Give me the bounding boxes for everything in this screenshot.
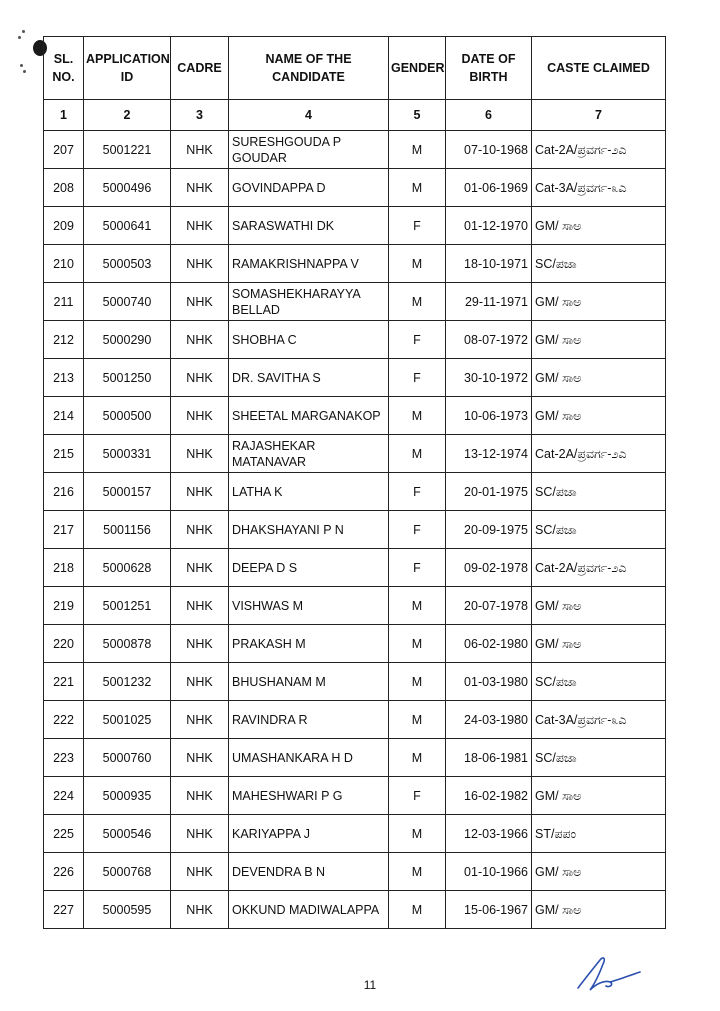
- cell-candidate-name: RAJASHEKAR MATANAVAR: [229, 435, 389, 473]
- cell-cadre: NHK: [171, 891, 229, 929]
- cell-application-id: 5000740: [84, 283, 171, 321]
- cell-cadre: NHK: [171, 435, 229, 473]
- cell-candidate-name: DEVENDRA B N: [229, 853, 389, 891]
- cell-date-of-birth: 20-09-1975: [446, 511, 532, 549]
- cell-cadre: NHK: [171, 473, 229, 511]
- cell-date-of-birth: 06-02-1980: [446, 625, 532, 663]
- table-row: [44, 283, 666, 321]
- cell-date-of-birth: 09-02-1978: [446, 549, 532, 587]
- header-sl-no: SL. NO.: [44, 37, 84, 100]
- column-number: 1: [44, 100, 84, 131]
- cell-gender: M: [389, 815, 446, 853]
- cell-gender: M: [389, 283, 446, 321]
- cell-application-id: 5000935: [84, 777, 171, 815]
- cell-caste-claimed: ST/ಪಪಂ: [532, 815, 666, 853]
- cell-sl-no: 222: [44, 701, 84, 739]
- page-number: 11: [363, 978, 377, 992]
- cell-sl-no: 213: [44, 359, 84, 397]
- cell-cadre: NHK: [171, 549, 229, 587]
- cell-application-id: 5000331: [84, 435, 171, 473]
- cell-caste-claimed: Cat-2A/ಪ್ರವರ್ಗ-೨ಎ: [532, 435, 666, 473]
- cell-application-id: 5000503: [84, 245, 171, 283]
- cell-caste-claimed: SC/ಪಜಾ: [532, 739, 666, 777]
- cell-caste-claimed: SC/ಪಜಾ: [532, 245, 666, 283]
- table-row: [44, 815, 666, 853]
- cell-sl-no: 220: [44, 625, 84, 663]
- cell-application-id: 5000546: [84, 815, 171, 853]
- cell-candidate-name: UMASHANKARA H D: [229, 739, 389, 777]
- cell-application-id: 5000157: [84, 473, 171, 511]
- cell-date-of-birth: 16-02-1982: [446, 777, 532, 815]
- cell-candidate-name: MAHESHWARI P G: [229, 777, 389, 815]
- cell-candidate-name: KARIYAPPA J: [229, 815, 389, 853]
- cell-candidate-name: LATHA K: [229, 473, 389, 511]
- cell-sl-no: 223: [44, 739, 84, 777]
- cell-application-id: 5000628: [84, 549, 171, 587]
- cell-gender: M: [389, 169, 446, 207]
- cell-gender: F: [389, 359, 446, 397]
- cell-gender: F: [389, 777, 446, 815]
- cell-caste-claimed: Cat-3A/ಪ್ರವರ್ಗ-೩ಎ: [532, 169, 666, 207]
- header-date-of-birth: DATE OF BIRTH: [446, 37, 532, 100]
- cell-application-id: 5000595: [84, 891, 171, 929]
- cell-gender: M: [389, 891, 446, 929]
- cell-cadre: NHK: [171, 701, 229, 739]
- cell-sl-no: 221: [44, 663, 84, 701]
- cell-application-id: 5000760: [84, 739, 171, 777]
- cell-application-id: 5000290: [84, 321, 171, 359]
- table-row: [44, 131, 666, 169]
- cell-sl-no: 219: [44, 587, 84, 625]
- cell-sl-no: 208: [44, 169, 84, 207]
- cell-cadre: NHK: [171, 853, 229, 891]
- cell-sl-no: 226: [44, 853, 84, 891]
- cell-candidate-name: SURESHGOUDA P GOUDAR: [229, 131, 389, 169]
- cell-application-id: 5001221: [84, 131, 171, 169]
- cell-date-of-birth: 20-07-1978: [446, 587, 532, 625]
- cell-gender: M: [389, 739, 446, 777]
- cell-date-of-birth: 08-07-1972: [446, 321, 532, 359]
- candidate-table: [43, 36, 666, 929]
- cell-application-id: 5001232: [84, 663, 171, 701]
- table-row: [44, 359, 666, 397]
- cell-date-of-birth: 12-03-1966: [446, 815, 532, 853]
- cell-caste-claimed: Cat-3A/ಪ್ರವರ್ಗ-೩ಎ: [532, 701, 666, 739]
- header-row: [44, 37, 666, 100]
- cell-cadre: NHK: [171, 777, 229, 815]
- cell-gender: F: [389, 207, 446, 245]
- cell-caste-claimed: GM/ ಸಾಅ: [532, 397, 666, 435]
- cell-date-of-birth: 01-06-1969: [446, 169, 532, 207]
- cell-candidate-name: OKKUND MADIWALAPPA: [229, 891, 389, 929]
- cell-application-id: 5000500: [84, 397, 171, 435]
- cell-application-id: 5000496: [84, 169, 171, 207]
- cell-date-of-birth: 15-06-1967: [446, 891, 532, 929]
- table-row: [44, 625, 666, 663]
- cell-sl-no: 217: [44, 511, 84, 549]
- cell-sl-no: 214: [44, 397, 84, 435]
- cell-candidate-name: SHOBHA C: [229, 321, 389, 359]
- column-number: 4: [229, 100, 389, 131]
- cell-gender: M: [389, 853, 446, 891]
- cell-application-id: 5001156: [84, 511, 171, 549]
- cell-sl-no: 209: [44, 207, 84, 245]
- cell-date-of-birth: 01-10-1966: [446, 853, 532, 891]
- cell-candidate-name: VISHWAS M: [229, 587, 389, 625]
- table-row: [44, 853, 666, 891]
- cell-candidate-name: BHUSHANAM M: [229, 663, 389, 701]
- cell-gender: M: [389, 131, 446, 169]
- cell-sl-no: 216: [44, 473, 84, 511]
- cell-candidate-name: DR. SAVITHA S: [229, 359, 389, 397]
- cell-date-of-birth: 30-10-1972: [446, 359, 532, 397]
- cell-sl-no: 211: [44, 283, 84, 321]
- cell-date-of-birth: 24-03-1980: [446, 701, 532, 739]
- cell-gender: M: [389, 587, 446, 625]
- table-row: [44, 207, 666, 245]
- cell-date-of-birth: 01-03-1980: [446, 663, 532, 701]
- cell-gender: M: [389, 397, 446, 435]
- header-candidate-name: NAME OF THE CANDIDATE: [229, 37, 389, 100]
- cell-candidate-name: RAMAKRISHNAPPA V: [229, 245, 389, 283]
- cell-gender: M: [389, 701, 446, 739]
- cell-gender: F: [389, 321, 446, 359]
- column-number: 5: [389, 100, 446, 131]
- scan-speck: [20, 64, 23, 67]
- table-row: [44, 435, 666, 473]
- cell-caste-claimed: SC/ಪಜಾ: [532, 473, 666, 511]
- cell-caste-claimed: GM/ ಸಾಅ: [532, 321, 666, 359]
- header-caste-claimed: CASTE CLAIMED: [532, 37, 666, 100]
- cell-caste-claimed: GM/ ಸಾಅ: [532, 891, 666, 929]
- column-number: 2: [84, 100, 171, 131]
- cell-caste-claimed: SC/ಪಜಾ: [532, 663, 666, 701]
- table-row: [44, 587, 666, 625]
- table-row: [44, 663, 666, 701]
- cell-candidate-name: SARASWATHI DK: [229, 207, 389, 245]
- cell-gender: M: [389, 245, 446, 283]
- cell-candidate-name: DHAKSHAYANI P N: [229, 511, 389, 549]
- column-number: 7: [532, 100, 666, 131]
- cell-caste-claimed: Cat-2A/ಪ್ರವರ್ಗ-೨ಎ: [532, 549, 666, 587]
- cell-gender: M: [389, 435, 446, 473]
- cell-cadre: NHK: [171, 359, 229, 397]
- cell-sl-no: 215: [44, 435, 84, 473]
- cell-sl-no: 212: [44, 321, 84, 359]
- cell-sl-no: 225: [44, 815, 84, 853]
- cell-date-of-birth: 13-12-1974: [446, 435, 532, 473]
- cell-cadre: NHK: [171, 511, 229, 549]
- cell-cadre: NHK: [171, 131, 229, 169]
- table-row: [44, 739, 666, 777]
- cell-sl-no: 210: [44, 245, 84, 283]
- cell-candidate-name: GOVINDAPPA D: [229, 169, 389, 207]
- cell-cadre: NHK: [171, 625, 229, 663]
- cell-sl-no: 207: [44, 131, 84, 169]
- cell-cadre: NHK: [171, 587, 229, 625]
- cell-date-of-birth: 20-01-1975: [446, 473, 532, 511]
- cell-cadre: NHK: [171, 663, 229, 701]
- scan-speck: [23, 70, 26, 73]
- cell-date-of-birth: 10-06-1973: [446, 397, 532, 435]
- scan-speck: [18, 36, 21, 39]
- cell-sl-no: 227: [44, 891, 84, 929]
- table-row: [44, 245, 666, 283]
- cell-application-id: 5000641: [84, 207, 171, 245]
- cell-sl-no: 218: [44, 549, 84, 587]
- cell-cadre: NHK: [171, 815, 229, 853]
- cell-application-id: 5000768: [84, 853, 171, 891]
- table-row: [44, 777, 666, 815]
- cell-caste-claimed: GM/ ಸಾಅ: [532, 359, 666, 397]
- cell-caste-claimed: GM/ ಸಾಅ: [532, 283, 666, 321]
- column-number-row: [44, 100, 666, 131]
- column-number: 6: [446, 100, 532, 131]
- cell-sl-no: 224: [44, 777, 84, 815]
- cell-cadre: NHK: [171, 207, 229, 245]
- cell-date-of-birth: 07-10-1968: [446, 131, 532, 169]
- cell-gender: F: [389, 511, 446, 549]
- cell-gender: F: [389, 473, 446, 511]
- cell-cadre: NHK: [171, 169, 229, 207]
- cell-caste-claimed: GM/ ಸಾಅ: [532, 625, 666, 663]
- cell-caste-claimed: GM/ ಸಾಅ: [532, 207, 666, 245]
- cell-caste-claimed: GM/ ಸಾಅ: [532, 777, 666, 815]
- cell-caste-claimed: GM/ ಸಾಅ: [532, 587, 666, 625]
- table-row: [44, 169, 666, 207]
- table-row: [44, 891, 666, 929]
- cell-gender: M: [389, 663, 446, 701]
- cell-gender: M: [389, 625, 446, 663]
- cell-application-id: 5001025: [84, 701, 171, 739]
- table-row: [44, 549, 666, 587]
- cell-candidate-name: PRAKASH M: [229, 625, 389, 663]
- cell-cadre: NHK: [171, 283, 229, 321]
- table-row: [44, 511, 666, 549]
- cell-application-id: 5001250: [84, 359, 171, 397]
- header-gender: GENDER: [389, 37, 446, 100]
- cell-cadre: NHK: [171, 245, 229, 283]
- cell-candidate-name: SOMASHEKHARAYYA BELLAD: [229, 283, 389, 321]
- header-application-id: APPLICATION ID: [84, 37, 171, 100]
- cell-date-of-birth: 29-11-1971: [446, 283, 532, 321]
- signature-mark: [570, 950, 650, 1000]
- cell-date-of-birth: 01-12-1970: [446, 207, 532, 245]
- cell-cadre: NHK: [171, 739, 229, 777]
- cell-date-of-birth: 18-06-1981: [446, 739, 532, 777]
- table-row: [44, 321, 666, 359]
- cell-candidate-name: RAVINDRA R: [229, 701, 389, 739]
- header-cadre: CADRE: [171, 37, 229, 100]
- cell-candidate-name: SHEETAL MARGANAKOP: [229, 397, 389, 435]
- cell-cadre: NHK: [171, 321, 229, 359]
- cell-application-id: 5000878: [84, 625, 171, 663]
- cell-application-id: 5001251: [84, 587, 171, 625]
- cell-cadre: NHK: [171, 397, 229, 435]
- cell-caste-claimed: GM/ ಸಾಅ: [532, 853, 666, 891]
- cell-caste-claimed: Cat-2A/ಪ್ರವರ್ಗ-೨ಎ: [532, 131, 666, 169]
- cell-gender: F: [389, 549, 446, 587]
- cell-date-of-birth: 18-10-1971: [446, 245, 532, 283]
- cell-candidate-name: DEEPA D S: [229, 549, 389, 587]
- table-row: [44, 473, 666, 511]
- column-number: 3: [171, 100, 229, 131]
- scan-speck: [22, 30, 25, 33]
- cell-caste-claimed: SC/ಪಜಾ: [532, 511, 666, 549]
- table-row: [44, 701, 666, 739]
- table-row: [44, 397, 666, 435]
